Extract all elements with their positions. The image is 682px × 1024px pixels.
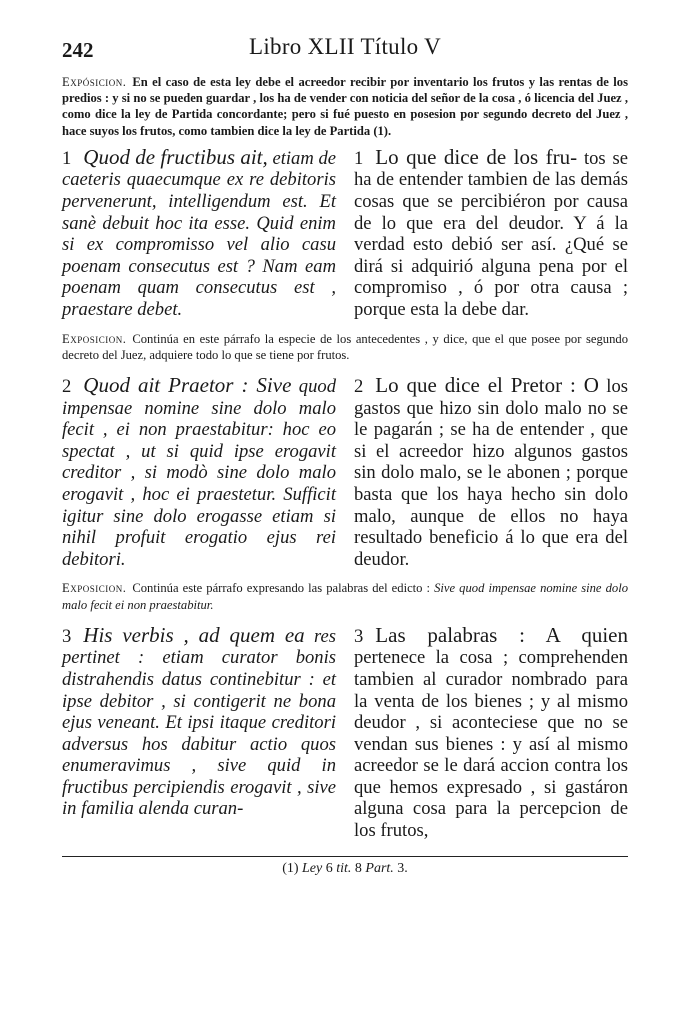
spanish-body: tos se ha de entender tambien de las demás cosas que se percibiéron por causa de lo que era del deudor. Y á la verdad esto debió ser así. ¿Qué se dirá si adquirió alguna pena por el compromiso , ó por otra causa ; porque esta la debe dar.	[354, 147, 628, 320]
exposicion-3	[62, 580, 628, 612]
spanish-opening: Lo que dice de los fru-	[375, 144, 578, 169]
page-number: 242	[62, 38, 94, 62]
spanish-opening: Las palabras : A quien	[375, 622, 628, 647]
page-header	[62, 34, 628, 68]
paragraph-number: 2	[62, 375, 72, 397]
footnote-law-number: 6	[325, 860, 333, 876]
paragraph-number: 1	[354, 147, 364, 169]
footnote-law: Ley	[302, 860, 323, 876]
exposicion-text: Continúa en este párrafo la especie de los antecedentes , y dice, que el que posee por segundo decreto del Juez, adquiere todo lo que se tiene por frutos.	[62, 331, 628, 362]
spanish-text-1	[354, 144, 628, 321]
footnote-part: Part.	[365, 860, 394, 876]
paragraph-number: 1	[62, 147, 72, 169]
paragraph-number: 2	[354, 375, 364, 397]
footnote-part-number: 3.	[397, 860, 408, 876]
footnote-marker: (1)	[282, 860, 299, 876]
latin-text-1	[62, 144, 337, 321]
paragraph-3	[62, 622, 628, 842]
latin-opening: Quod de fructibus ait,	[83, 144, 268, 169]
footnote-tit: tit.	[336, 860, 352, 876]
footnote	[62, 861, 628, 877]
spanish-opening: Lo que dice el Pretor : O	[375, 372, 599, 397]
book-page	[62, 34, 628, 877]
latin-body: res pertinet : etiam curator bonis distrahendis datus continebitur : et ipse debitor , si contigerit ne bona ejus veneant. Et ipsi itaque creditori adversus hos dabitur actio quos enumeravimus , sive quid in fructibus percipiendis erogavit , sive in familia alenda curan-	[62, 625, 336, 820]
spanish-body: pertenece la cosa ; comprehenden tambien al curador nombrado para la venta de los bienes ; y al mismo deudor , si aconteciese que no se vendan sus bienes : y así al mismo acreedor se le dará accion contra los que hemos expresado , si gastáron alguna cosa para la percepcion de los frutos,	[354, 647, 628, 842]
running-head: Libro XLII Título V	[248, 34, 442, 59]
spanish-text-2	[354, 372, 628, 570]
paragraph-2	[62, 372, 628, 570]
paragraph-number: 3	[62, 625, 72, 647]
footnote-divider	[62, 856, 628, 857]
spanish-body: los gastos que hizo sin dolo malo no se le pagarán ; se ha de entender , que si el acreedor hizo algunos gastos sin dolo malo, se le abonen ; porque basta que los haya hecho sin dolo malo, aunque de ellos no haya resultado beneficio á lo que era del deudor.	[354, 375, 628, 570]
exposicion-text: Continúa este párrafo expresando las palabras del edicto :	[132, 581, 431, 596]
exposicion-label: Exposicion.	[62, 581, 127, 596]
latin-text-3	[62, 622, 336, 842]
latin-body: quod impensae nomine sine dolo malo fecit , ei non praestabitur: hoc eo spectat , ut si quid ipse erogavit creditor , si modò sine dolo malo erogavit , hoc ei praestetur. Sufficit igitur sine dolo erogasse etiam si nihil profuit erogatio ejus rei debitori.	[62, 375, 336, 570]
exposicion-label: Exposicion.	[62, 331, 127, 346]
latin-text-2	[62, 372, 336, 570]
exposicion-label: Expósicion.	[62, 75, 127, 89]
latin-opening: His verbis , ad quem ea	[83, 622, 305, 647]
latin-body: etiam de caeteris quaecumque ex re debitoris pervenerunt, intelligendum est. Et sanè debuit hoc ita esse. Quid enim si ex compromisso vel alio casu poenam consecutus est ? Nam eam poenam quam consecutus est , praestare debet.	[62, 147, 337, 320]
latin-opening: Quod ait Praetor : Sive	[83, 372, 292, 397]
exposicion-1	[62, 74, 628, 139]
footnote-tit-number: 8	[354, 860, 362, 876]
exposicion-text: En el caso de esta ley debe el acreedor recibir por inventario los frutos y las rentas de los predios : y si no se pueden guardar , los ha de vender con noticia del señor de la cosa , ó licencia del Juez , como dice la ley de Partida concordante; pero si fué puesto en posesion por segundo decreto del Juez , hace suyos los frutos, como tambien dice la ley de Partida (1).	[62, 75, 628, 138]
edict-quote: Sive quod impensae nomine sine dolo malo fecit ei non praestabitur.	[62, 581, 628, 612]
spanish-text-3	[354, 622, 628, 842]
exposicion-2	[62, 331, 628, 363]
paragraph-number: 3	[354, 625, 364, 647]
paragraph-1	[62, 144, 628, 321]
